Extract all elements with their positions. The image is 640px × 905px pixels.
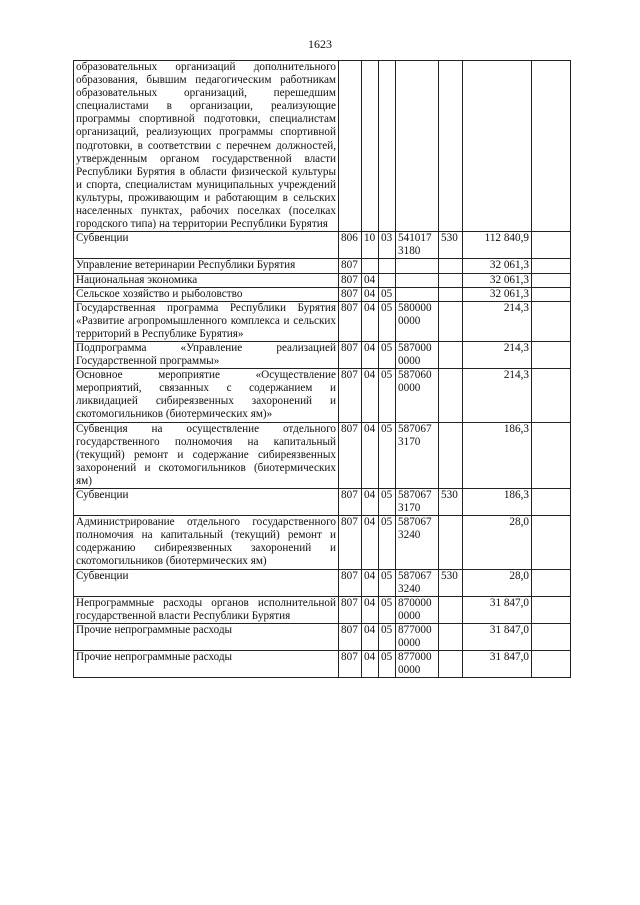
row-amount: 112 840,9 bbox=[463, 232, 532, 259]
row-grbs: 807 bbox=[339, 596, 362, 623]
row-cs bbox=[396, 61, 439, 232]
row-vr bbox=[439, 422, 463, 488]
row-vr bbox=[439, 259, 463, 273]
table-row bbox=[74, 596, 571, 623]
row-rz: 04 bbox=[362, 623, 379, 650]
table-body bbox=[74, 61, 571, 678]
row-empty-col bbox=[532, 61, 571, 232]
row-rz: 04 bbox=[362, 489, 379, 516]
table-row bbox=[74, 623, 571, 650]
row-pr: 05 bbox=[379, 489, 396, 516]
row-vr bbox=[439, 516, 463, 569]
row-cs-part1: 877000 bbox=[398, 623, 432, 636]
table-row bbox=[74, 369, 571, 422]
table-row bbox=[74, 341, 571, 368]
row-name: Подпрограмма «Управление реализацией Государственной программы» bbox=[74, 341, 339, 368]
row-pr: 03 bbox=[379, 232, 396, 259]
row-empty-col bbox=[532, 422, 571, 488]
row-cs-part2: 0000 bbox=[398, 314, 421, 327]
row-vr: 530 bbox=[439, 232, 463, 259]
row-pr: 05 bbox=[379, 287, 396, 301]
row-cs-part1: 587060 bbox=[398, 369, 432, 382]
row-grbs: 807 bbox=[339, 651, 362, 678]
row-rz: 04 bbox=[362, 301, 379, 341]
table-row bbox=[74, 516, 571, 569]
row-rz bbox=[362, 61, 379, 232]
row-rz: 04 bbox=[362, 422, 379, 488]
row-cs-part1: 541017 bbox=[398, 232, 432, 245]
table-row bbox=[74, 489, 571, 516]
row-pr: 05 bbox=[379, 623, 396, 650]
row-cs bbox=[396, 341, 439, 368]
row-name: Прочие непрограммные расходы bbox=[74, 623, 339, 650]
row-name: Национальная экономика bbox=[74, 273, 339, 287]
row-amount: 31 847,0 bbox=[463, 651, 532, 678]
row-rz: 04 bbox=[362, 287, 379, 301]
row-grbs: 807 bbox=[339, 301, 362, 341]
budget-table bbox=[73, 60, 571, 678]
row-cs-part1: 587067 bbox=[398, 516, 432, 529]
row-cs bbox=[396, 301, 439, 341]
row-amount: 32 061,3 bbox=[463, 287, 532, 301]
row-amount: 31 847,0 bbox=[463, 623, 532, 650]
row-rz: 04 bbox=[362, 273, 379, 287]
row-cs bbox=[396, 422, 439, 488]
row-name: Субвенции bbox=[74, 232, 339, 259]
row-empty-col bbox=[532, 232, 571, 259]
row-grbs: 807 bbox=[339, 369, 362, 422]
row-name: Администрирование отдельного государственного полномочия на капитальный (текущий) ремонт и содержанию сибиреязвенных захоронений и скотомогильников (биотермических ям) bbox=[74, 516, 339, 569]
row-amount: 214,3 bbox=[463, 341, 532, 368]
row-cs-part1: 587067 bbox=[398, 569, 432, 582]
row-pr: 05 bbox=[379, 596, 396, 623]
row-cs-part2: 3240 bbox=[398, 582, 421, 595]
row-amount: 214,3 bbox=[463, 369, 532, 422]
row-vr bbox=[439, 61, 463, 232]
row-empty-col bbox=[532, 369, 571, 422]
row-cs bbox=[396, 369, 439, 422]
row-name: Сельское хозяйство и рыболовство bbox=[74, 287, 339, 301]
row-grbs: 807 bbox=[339, 623, 362, 650]
row-grbs: 807 bbox=[339, 422, 362, 488]
row-name: Прочие непрограммные расходы bbox=[74, 651, 339, 678]
table-row bbox=[74, 287, 571, 301]
row-cs-part2: 3170 bbox=[398, 502, 421, 515]
row-rz: 10 bbox=[362, 232, 379, 259]
row-empty-col bbox=[532, 259, 571, 273]
row-rz: 04 bbox=[362, 651, 379, 678]
row-grbs: 806 bbox=[339, 232, 362, 259]
table-row bbox=[74, 232, 571, 259]
row-cs-part1: 580000 bbox=[398, 301, 432, 314]
row-vr bbox=[439, 651, 463, 678]
row-pr: 05 bbox=[379, 651, 396, 678]
row-amount bbox=[463, 61, 532, 232]
row-name: Субвенция на осуществление отдельного государственного полномочия на капитальный (текущий) ремонт и содержание сибиреязвенных захоронений и скотомогильников (биотермических ям) bbox=[74, 422, 339, 488]
row-pr: 05 bbox=[379, 569, 396, 596]
row-vr bbox=[439, 273, 463, 287]
row-empty-col bbox=[532, 489, 571, 516]
row-cs bbox=[396, 651, 439, 678]
row-cs bbox=[396, 596, 439, 623]
row-vr bbox=[439, 301, 463, 341]
row-cs bbox=[396, 489, 439, 516]
row-cs-part1: 587067 bbox=[398, 422, 432, 435]
row-pr: 05 bbox=[379, 301, 396, 341]
row-vr: 530 bbox=[439, 569, 463, 596]
row-rz: 04 bbox=[362, 596, 379, 623]
row-rz: 04 bbox=[362, 516, 379, 569]
row-empty-col bbox=[532, 651, 571, 678]
row-empty-col bbox=[532, 287, 571, 301]
row-grbs: 807 bbox=[339, 273, 362, 287]
row-cs bbox=[396, 259, 439, 273]
row-cs bbox=[396, 287, 439, 301]
row-cs bbox=[396, 273, 439, 287]
row-name: образовательных организаций дополнительного образования, бывшим педагогическим работникам образовательных организаций, перешедшим специалистами в организации, реализующие программы спортивной подготовки, специалистам организаций, реализующих программы спортивной подготовки, в соответствии с перечнем должностей, утвержденным органом государственной власти Республики Бурятия в области физической культуры и спорта, специалистам муниципальных учреждений культуры, проживающим и работающим в сельских населенных пунктах, рабочих поселках (поселках городского типа) на территории Республики Бурятия bbox=[74, 61, 339, 232]
row-vr bbox=[439, 596, 463, 623]
row-name: Государственная программа Республики Бурятия «Развитие агропромышленного комплекса и сельских территорий в Республике Бурятия» bbox=[74, 301, 339, 341]
row-cs-part2: 0000 bbox=[398, 355, 421, 368]
row-vr bbox=[439, 341, 463, 368]
row-vr bbox=[439, 623, 463, 650]
row-name: Непрограммные расходы органов исполнительной государственной власти Республики Бурятия bbox=[74, 596, 339, 623]
row-name: Основное мероприятие «Осуществление мероприятий, связанных с содержанием и ликвидацией сибиреязвенных захоронений и скотомогильников (биотермических ям)» bbox=[74, 369, 339, 422]
row-grbs: 807 bbox=[339, 489, 362, 516]
row-grbs bbox=[339, 61, 362, 232]
row-amount: 28,0 bbox=[463, 516, 532, 569]
row-vr bbox=[439, 369, 463, 422]
page-number: 1623 bbox=[308, 37, 332, 51]
row-name: Субвенции bbox=[74, 569, 339, 596]
row-cs-part1: 587067 bbox=[398, 489, 432, 501]
row-cs-part2: 0000 bbox=[398, 382, 421, 395]
row-grbs: 807 bbox=[339, 341, 362, 368]
table-row bbox=[74, 61, 571, 232]
row-grbs: 807 bbox=[339, 516, 362, 569]
row-grbs: 807 bbox=[339, 259, 362, 273]
row-cs-part2: 0000 bbox=[398, 637, 421, 650]
row-amount: 214,3 bbox=[463, 301, 532, 341]
row-empty-col bbox=[532, 569, 571, 596]
row-pr: 05 bbox=[379, 369, 396, 422]
row-empty-col bbox=[532, 516, 571, 569]
row-rz bbox=[362, 259, 379, 273]
row-cs bbox=[396, 569, 439, 596]
table-row bbox=[74, 273, 571, 287]
row-amount: 31 847,0 bbox=[463, 596, 532, 623]
row-rz: 04 bbox=[362, 569, 379, 596]
row-cs-part2: 0000 bbox=[398, 609, 421, 622]
row-amount: 186,3 bbox=[463, 489, 532, 516]
row-cs-part1: 877000 bbox=[398, 651, 432, 664]
row-amount: 186,3 bbox=[463, 422, 532, 488]
row-cs bbox=[396, 232, 439, 259]
row-pr bbox=[379, 61, 396, 232]
row-empty-col bbox=[532, 341, 571, 368]
table-row bbox=[74, 651, 571, 678]
row-pr: 05 bbox=[379, 341, 396, 368]
row-cs-part2: 0000 bbox=[398, 664, 421, 677]
row-empty-col bbox=[532, 273, 571, 287]
row-amount: 32 061,3 bbox=[463, 273, 532, 287]
table-row bbox=[74, 422, 571, 488]
table-row bbox=[74, 301, 571, 341]
row-cs-part2: 3240 bbox=[398, 529, 421, 542]
row-empty-col bbox=[532, 623, 571, 650]
row-cs-part1: 870000 bbox=[398, 596, 432, 609]
row-cs bbox=[396, 623, 439, 650]
row-name: Субвенции bbox=[74, 489, 339, 516]
row-amount: 28,0 bbox=[463, 569, 532, 596]
row-empty-col bbox=[532, 596, 571, 623]
row-rz: 04 bbox=[362, 369, 379, 422]
row-pr bbox=[379, 273, 396, 287]
row-vr bbox=[439, 287, 463, 301]
row-cs-part1: 587000 bbox=[398, 341, 432, 354]
row-vr: 530 bbox=[439, 489, 463, 516]
row-grbs: 807 bbox=[339, 287, 362, 301]
row-cs bbox=[396, 516, 439, 569]
row-pr bbox=[379, 259, 396, 273]
table-row bbox=[74, 569, 571, 596]
row-pr: 05 bbox=[379, 516, 396, 569]
row-grbs: 807 bbox=[339, 569, 362, 596]
row-pr: 05 bbox=[379, 422, 396, 488]
row-amount: 32 061,3 bbox=[463, 259, 532, 273]
row-rz: 04 bbox=[362, 341, 379, 368]
row-name: Управление ветеринарии Республики Бурятия bbox=[74, 259, 339, 273]
row-cs-part2: 3170 bbox=[398, 435, 421, 448]
row-cs-part2: 3180 bbox=[398, 245, 421, 258]
row-empty-col bbox=[532, 301, 571, 341]
table-row bbox=[74, 259, 571, 273]
